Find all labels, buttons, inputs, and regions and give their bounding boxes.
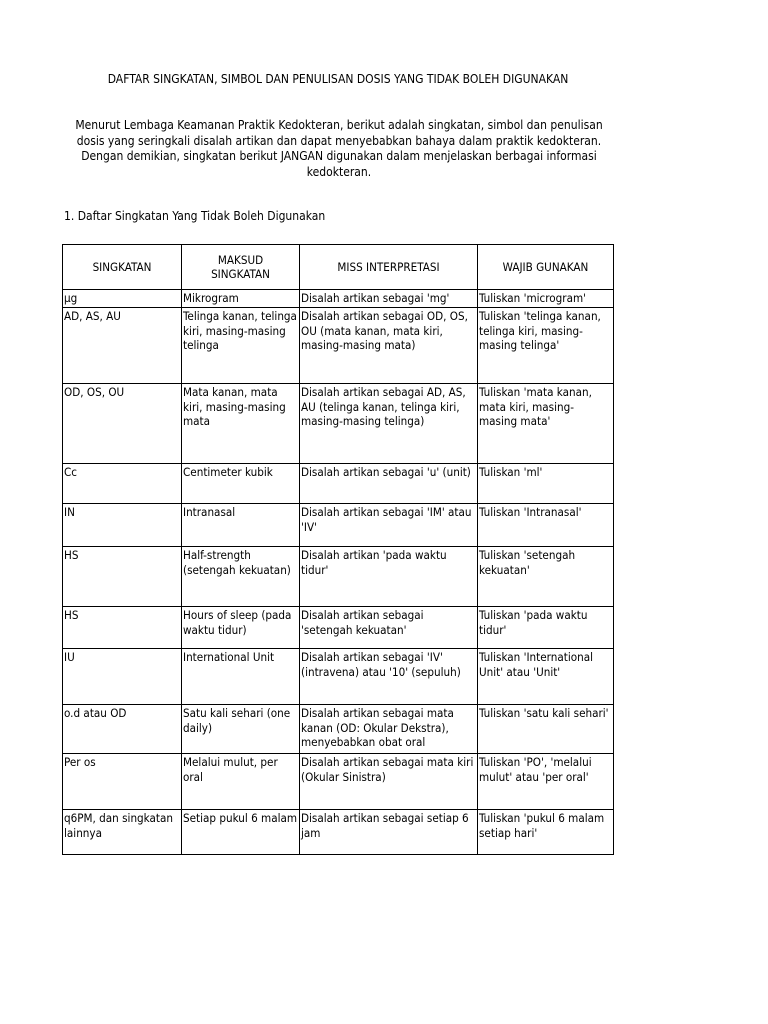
header-wajib-gunakan: WAJIB GUNAKAN [478,245,614,290]
cell-singkatan: o.d atau OD [63,705,182,754]
cell-maksud: Telinga kanan, telinga kiri, masing-masing telinga [182,308,300,384]
intro-paragraph: Menurut Lembaga Keamanan Praktik Kedokteran, berikut adalah singkatan, simbol dan penulisan dosis yang seringkali disalah artikan dan dapat menyebabkan bahaya dalam praktik kedokteran. Dengan demikian, singkatan berikut JANGAN digunakan dalam menjelaskan berbagai informasi kedokteran. [75,118,603,179]
cell-wajib-gunakan: Tuliskan 'ml' [478,464,614,504]
header-singkatan: SINGKATAN [63,245,182,290]
cell-miss-interpretasi: Disalah artikan sebagai 'IM' atau 'IV' [300,504,478,547]
table-row [63,705,614,754]
cell-wajib-gunakan: Tuliskan 'International Unit' atau 'Unit' [478,649,614,705]
cell-wajib-gunakan: Tuliskan 'pukul 6 malam setiap hari' [478,810,614,855]
cell-singkatan: q6PM, dan singkatan lainnya [63,810,182,855]
header-miss-interpretasi: MISS INTERPRETASI [300,245,478,290]
cell-singkatan: OD, OS, OU [63,384,182,464]
cell-singkatan: AD, AS, AU [63,308,182,384]
cell-singkatan: Per os [63,754,182,810]
cell-miss-interpretasi: Disalah artikan sebagai 'IV' (intravena) atau '10' (sepuluh) [300,649,478,705]
table-row [63,384,614,464]
cell-wajib-gunakan: Tuliskan 'Intranasal' [478,504,614,547]
cell-wajib-gunakan: Tuliskan 'pada waktu tidur' [478,607,614,649]
cell-wajib-gunakan: Tuliskan 'microgram' [478,290,614,308]
cell-wajib-gunakan: Tuliskan 'satu kali sehari' [478,705,614,754]
cell-maksud: Mata kanan, mata kiri, masing-masing mata [182,384,300,464]
cell-miss-interpretasi: Disalah artikan sebagai setiap 6 jam [300,810,478,855]
cell-miss-interpretasi: Disalah artikan 'pada waktu tidur' [300,547,478,607]
table-row [63,547,614,607]
cell-maksud: Centimeter kubik [182,464,300,504]
cell-maksud: Melalui mulut, per oral [182,754,300,810]
cell-miss-interpretasi: Disalah artikan sebagai mata kanan (OD: Okular Dekstra), menyebabkan obat oral [300,705,478,754]
page-title: DAFTAR SINGKATAN, SIMBOL DAN PENULISAN DOSIS YANG TIDAK BOLEH DIGUNAKAN [107,72,569,86]
cell-maksud: Mikrogram [182,290,300,308]
cell-miss-interpretasi: Disalah artikan sebagai AD, AS, AU (telinga kanan, telinga kiri, masing-masing telinga) [300,384,478,464]
cell-singkatan: HS [63,547,182,607]
table-row [63,810,614,855]
cell-maksud: International Unit [182,649,300,705]
cell-miss-interpretasi: Disalah artikan sebagai 'mg' [300,290,478,308]
cell-miss-interpretasi: Disalah artikan sebagai 'setengah kekuatan' [300,607,478,649]
section-heading: 1. Daftar Singkatan Yang Tidak Boleh Digunakan [64,209,326,223]
cell-wajib-gunakan: Tuliskan 'mata kanan, mata kiri, masing-masing mata' [478,384,614,464]
table-row [63,649,614,705]
table-row [63,290,614,308]
abbreviation-table [62,244,614,855]
cell-singkatan: µg [63,290,182,308]
table-row [63,754,614,810]
cell-miss-interpretasi: Disalah artikan sebagai mata kiri (Okular Sinistra) [300,754,478,810]
header-maksud-singkatan: MAKSUD SINGKATAN [182,245,300,290]
cell-wajib-gunakan: Tuliskan 'telinga kanan, telinga kiri, masing-masing telinga' [478,308,614,384]
cell-maksud: Hours of sleep (pada waktu tidur) [182,607,300,649]
cell-singkatan: IU [63,649,182,705]
cell-singkatan: IN [63,504,182,547]
table-row [63,504,614,547]
cell-miss-interpretasi: Disalah artikan sebagai OD, OS, OU (mata kanan, mata kiri, masing-masing mata) [300,308,478,384]
cell-singkatan: HS [63,607,182,649]
table-body [63,290,614,855]
cell-maksud: Satu kali sehari (one daily) [182,705,300,754]
table-row [63,607,614,649]
cell-singkatan: Cc [63,464,182,504]
cell-maksud: Intranasal [182,504,300,547]
table-row [63,464,614,504]
cell-wajib-gunakan: Tuliskan 'PO', 'melalui mulut' atau 'per oral' [478,754,614,810]
cell-wajib-gunakan: Tuliskan 'setengah kekuatan' [478,547,614,607]
cell-miss-interpretasi: Disalah artikan sebagai 'u' (unit) [300,464,478,504]
table-row [63,308,614,384]
table-header-row [63,245,614,290]
cell-maksud: Half-strength (setengah kekuatan) [182,547,300,607]
cell-maksud: Setiap pukul 6 malam [182,810,300,855]
